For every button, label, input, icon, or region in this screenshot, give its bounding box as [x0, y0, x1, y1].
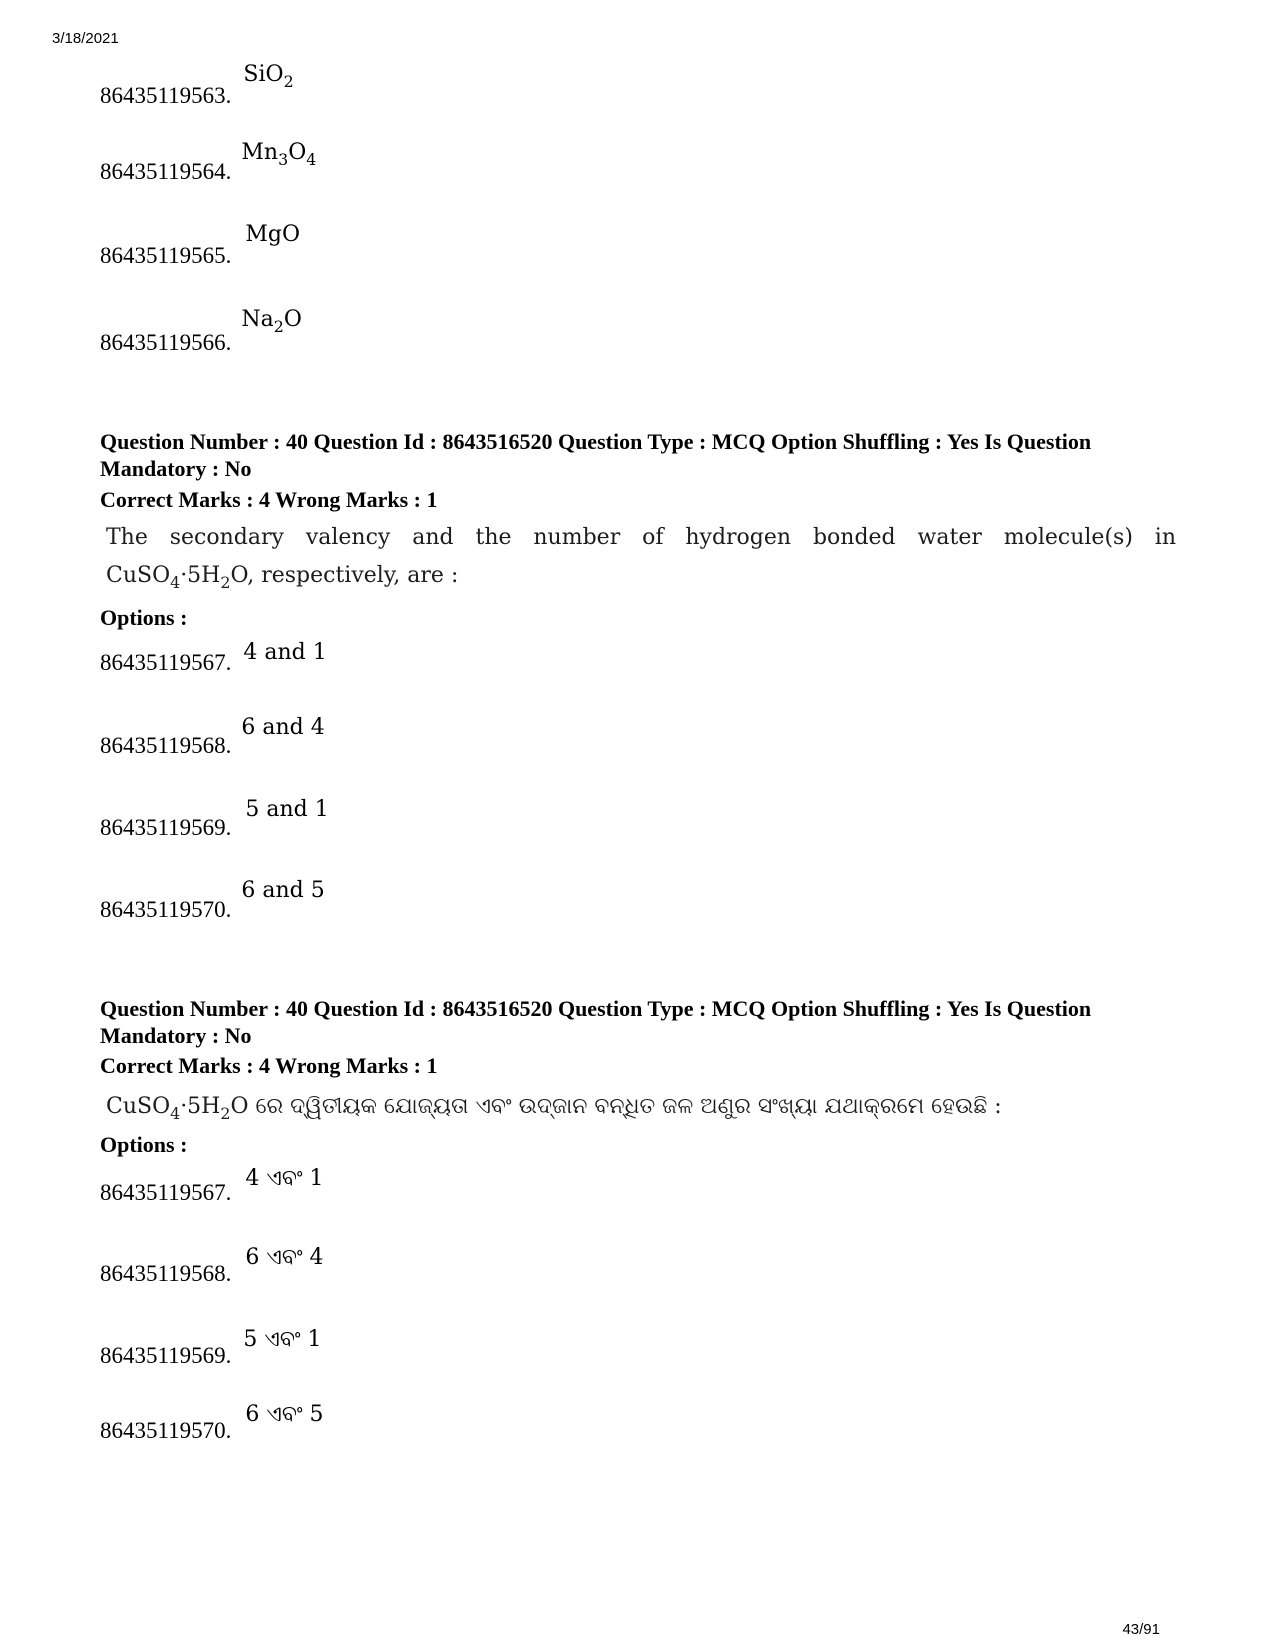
option-value: 5 ଏବଂ 1 — [243, 1327, 322, 1352]
question-marks: Correct Marks : 4 Wrong Marks : 1 — [100, 487, 438, 512]
option-id: 86435119564. — [100, 159, 232, 184]
option-value: $Na_2O$ — [241, 307, 302, 337]
page-number: 43/91 — [1122, 1621, 1160, 1638]
option-value: 4 and 1 — [243, 640, 327, 665]
option-row — [100, 307, 302, 356]
option-value: 6 ଏବଂ 4 — [245, 1245, 324, 1270]
page-date: 3/18/2021 — [52, 30, 119, 47]
option-row — [100, 1245, 324, 1287]
options-label: Options : — [100, 605, 188, 630]
option-value: 5 and 1 — [245, 797, 329, 822]
option-value: 6 and 4 — [241, 715, 325, 740]
option-value: SiO$_2$ — [243, 62, 294, 92]
option-id: 86435119567. — [100, 650, 232, 675]
option-row — [100, 222, 301, 269]
options-label: Options : — [100, 1132, 188, 1157]
question-header: Question Number : 40 Question Id : 8643516520 Question Type : MCQ Option Shuffling : Yes Is Question Mandatory : No — [100, 429, 1092, 481]
option-row — [100, 1166, 324, 1206]
option-row — [100, 878, 325, 923]
option-row — [100, 715, 325, 759]
question-header: Question Number : 40 Question Id : 8643516520 Question Type : MCQ Option Shuffling : Yes Is Question Mandatory : No — [100, 996, 1092, 1048]
option-row — [100, 62, 294, 109]
option-id: 86435119565. — [100, 243, 232, 268]
option-value: 4 ଏବଂ 1 — [245, 1166, 324, 1191]
question-text-line2: $CuSO_4\cdot 5H_2O$, respectively, are : — [106, 563, 459, 593]
question-text: $CuSO_4\cdot 5H_2O$ ରେ ଦ୍ୱିତୀୟକ ଯୋଜ୍ୟତା ଏବଂ ଉଦ୍‌ଜାନ ବନ୍ଧିତ ଜଳ ଅଣୁର ସଂଖ୍ୟା ଯଥାକ୍ରମେ ହେଉଛି : — [106, 1094, 1002, 1124]
option-id: 86435119570. — [100, 1418, 232, 1443]
option-id: 86435119563. — [100, 83, 232, 108]
option-id: 86435119568. — [100, 1261, 232, 1286]
question-marks: Correct Marks : 4 Wrong Marks : 1 — [100, 1053, 438, 1078]
option-row — [100, 640, 327, 676]
option-value: 6 and 5 — [241, 878, 325, 903]
option-id: 86435119567. — [100, 1180, 232, 1205]
option-id: 86435119566. — [100, 330, 232, 355]
question-text-line1: The secondary valency and the number of hydrogen bonded water molecule(s) in — [106, 525, 1176, 550]
option-id: 86435119570. — [100, 897, 232, 922]
option-row — [100, 1327, 322, 1369]
option-id: 86435119569. — [100, 815, 232, 840]
option-id: 86435119568. — [100, 733, 232, 758]
option-row — [100, 1402, 324, 1444]
option-value: $Mn_3O_4$ — [241, 140, 317, 170]
option-value: MgO — [245, 222, 301, 247]
option-row — [100, 140, 317, 185]
option-row — [100, 797, 329, 841]
option-value: 6 ଏବଂ 5 — [245, 1402, 324, 1427]
option-id: 86435119569. — [100, 1343, 232, 1368]
